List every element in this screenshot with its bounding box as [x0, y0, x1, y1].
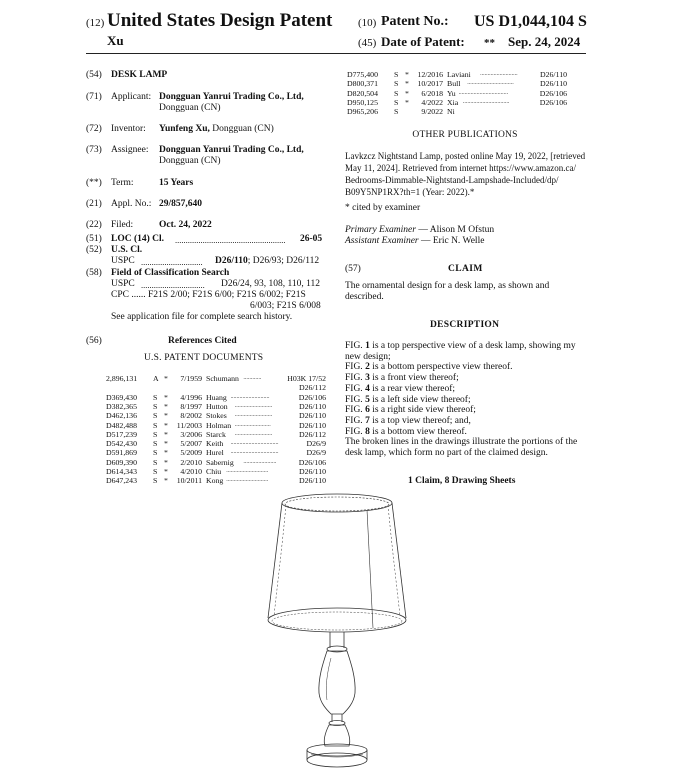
description-line — [345, 395, 590, 406]
reference-dots: ................................. — [458, 89, 509, 96]
reference-date: 4/2010 — [180, 467, 202, 476]
applicant-name: Dongguan Yanrui Trading Co., Ltd, — [159, 92, 304, 102]
desk-lamp-drawing — [255, 488, 430, 778]
reference-star: * — [164, 401, 168, 411]
reference-kind: A — [153, 374, 159, 383]
lamp-lower-body — [324, 725, 350, 746]
reference-num: 2,896,131 — [106, 374, 138, 383]
lamp-body-highlight — [326, 658, 331, 700]
header-rule — [86, 53, 586, 54]
reference-name: Huang — [206, 392, 227, 402]
assistant-examiner-label: Assistant Examiner — [345, 236, 419, 246]
description-line — [345, 427, 590, 438]
reference-dots: ............................ — [226, 477, 269, 484]
header-code-12: (12) — [86, 17, 105, 29]
primary-examiner — [345, 225, 494, 235]
reference-date: 2/2010 — [180, 457, 202, 467]
reference-date: 4/1996 — [180, 392, 202, 402]
assistant-examiner-name: — Eric N. Welle — [418, 236, 485, 246]
field-search-cpc-line1: CPC ...... F21S 2/00; F21S 6/00; F21S 6/002; F21S — [111, 290, 306, 300]
reference-kind: S — [394, 107, 399, 117]
field-code-58: (58) — [86, 268, 102, 278]
field-code-57: (57) — [345, 264, 361, 274]
fig-prefix: FIG. — [345, 383, 366, 394]
inventor-short-name: Xu — [107, 33, 124, 48]
description-title: DESCRIPTION — [430, 320, 500, 330]
reference-star: * — [164, 457, 168, 467]
loc-value: 26-05 — [300, 234, 323, 244]
us-cl-dots: ............................. — [141, 257, 203, 267]
reference-kind: S — [153, 448, 158, 458]
reference-date: 11/2003 — [176, 420, 202, 430]
reference-star: * — [164, 420, 168, 430]
reference-star: * — [164, 448, 168, 458]
field-search-label: Field of Classification Search — [111, 268, 230, 278]
reference-name: Laviani — [447, 70, 471, 79]
inventor-line — [159, 124, 274, 134]
reference-kind: S — [153, 429, 158, 439]
reference-num: D382,365 — [106, 401, 137, 411]
loc-label: LOC (14) Cl. — [111, 234, 165, 244]
reference-date: 3/2006 — [180, 429, 202, 439]
fig-number: 4 — [365, 383, 370, 394]
reference-cls: D26/106 — [539, 88, 567, 98]
date-of-patent: Sep. 24, 2024 — [508, 34, 581, 49]
reference-name: Yu — [447, 88, 456, 98]
reference-kind: S — [394, 88, 399, 98]
description-line — [345, 362, 590, 373]
reference-num: D542,430 — [106, 439, 137, 449]
us-cl-rest: ; D26/93; D26/112 — [247, 256, 320, 266]
reference-num: D775,400 — [347, 70, 378, 79]
reference-cls: D26/110 — [299, 401, 326, 411]
reference-cls-continued: D26/112 — [299, 383, 326, 393]
patent-number: US D1,044,104 S — [474, 13, 587, 30]
fig-text: is a front view thereof; — [369, 373, 459, 384]
reference-cls: D26/106 — [298, 392, 326, 402]
reference-num: D591,869 — [106, 448, 137, 458]
description-text — [345, 341, 590, 459]
claim-line: The ornamental design for a desk lamp, as shown and — [345, 281, 550, 291]
reference-name: Schumann — [206, 374, 239, 383]
reference-name: Ni — [447, 107, 455, 117]
reference-name: Kong — [206, 476, 224, 486]
other-publications-line: Lavkzcz Nightstand Lamp, posted online May 19, 2022, [retrieved — [345, 151, 586, 161]
reference-date: 5/2009 — [180, 448, 202, 458]
term-value: 15 Years — [159, 178, 194, 188]
reference-cls: D26/106 — [298, 457, 326, 467]
reference-num: D965,206 — [347, 107, 378, 117]
field-code-51: (51) — [86, 234, 102, 244]
fig-number: 5 — [365, 394, 370, 405]
reference-star: * — [164, 467, 168, 476]
assignee-name: Dongguan Yanrui Trading Co., Ltd, — [159, 145, 304, 155]
field-code-72: (72) — [86, 124, 102, 134]
reference-cls: D26/110 — [299, 467, 326, 476]
fig-number: 1 — [365, 341, 370, 351]
reference-cls: H03K 17/52 — [287, 374, 326, 383]
fig-text: is a left side view thereof; — [369, 394, 471, 405]
patent-number-label: Patent No.: — [381, 14, 449, 29]
description-line — [345, 448, 590, 459]
reference-num: D950,125 — [347, 97, 378, 107]
reference-kind: S — [153, 392, 158, 402]
reference-kind: S — [394, 97, 399, 107]
reference-cls: D26/110 — [540, 79, 567, 89]
fig-text: is a bottom perspective view thereof. — [369, 362, 513, 373]
claim-title: CLAIM — [448, 264, 483, 274]
reference-kind: S — [153, 467, 158, 476]
shade-bottom-rim — [268, 608, 406, 632]
description-line — [345, 405, 590, 416]
reference-dots: ........................ — [234, 421, 271, 428]
header-code-10: (10) — [358, 17, 377, 29]
fig-text: desk lamp, which form no part of the claimed design. — [345, 448, 548, 459]
field-search-uspc-label: USPC — [111, 279, 135, 289]
fig-text: is a top perspective view of a desk lamp, showing my — [369, 341, 576, 351]
fig-prefix: FIG. — [345, 405, 366, 416]
reference-dots: ............................... — [467, 80, 514, 87]
fig-number: 2 — [365, 362, 370, 373]
fig-prefix: FIG. — [345, 426, 366, 437]
reference-num: D647,243 — [106, 476, 137, 486]
reference-kind: S — [153, 476, 158, 486]
reference-dots: .......................... — [230, 393, 270, 400]
reference-cls: D26/112 — [299, 429, 326, 439]
reference-dots: ......................... — [234, 402, 273, 409]
reference-date: 9/2022 — [421, 107, 443, 117]
appl-no-label: Appl. No.: — [111, 199, 152, 209]
primary-examiner-label: Primary Examiner — [345, 225, 416, 235]
us-patent-documents-title: U.S. PATENT DOCUMENTS — [144, 353, 264, 363]
reference-num: D800,371 — [347, 79, 378, 89]
fig-text: is a bottom view thereof. — [369, 426, 467, 437]
fig-prefix: FIG. — [345, 373, 366, 384]
shade-seam — [367, 510, 373, 628]
reference-dots: ......................... — [234, 412, 273, 419]
reference-star: * — [405, 70, 409, 79]
fig-text: is a right side view thereof; — [369, 405, 476, 416]
reference-dots: ......................... — [234, 430, 273, 437]
reference-star: * — [164, 429, 168, 439]
fig-number: 6 — [365, 405, 370, 416]
reference-kind: S — [153, 411, 158, 421]
reference-dots: ...................... — [243, 458, 277, 465]
reference-date: 4/2022 — [421, 97, 443, 107]
reference-dots: ............................... — [462, 98, 510, 105]
reference-num: D462,136 — [106, 411, 137, 421]
reference-dots: ............ — [243, 375, 262, 381]
claims-drawing-sheets: 1 Claim, 8 Drawing Sheets — [408, 476, 516, 486]
fig-prefix: FIG. — [345, 341, 366, 351]
field-search-cpc-line2: 6/003; F21S 6/008 — [250, 301, 321, 311]
reference-num: D609,390 — [106, 457, 137, 467]
header-code-45: (45) — [358, 37, 377, 49]
reference-star: * — [405, 88, 409, 98]
inventor-label: Inventor: — [111, 124, 146, 134]
reference-cls: D26/110 — [540, 70, 567, 79]
reference-num: D820,504 — [347, 88, 378, 98]
reference-star: * — [164, 374, 168, 383]
reference-kind: S — [153, 439, 158, 449]
other-publications-title: OTHER PUBLICATIONS — [412, 130, 518, 140]
reference-star: * — [405, 97, 409, 107]
shade-top-rim-inner — [285, 497, 389, 511]
lamp-body — [319, 651, 355, 714]
reference-name: Keith — [206, 439, 224, 449]
fig-number: 8 — [365, 426, 370, 437]
field-code-22: (22) — [86, 220, 102, 230]
reference-name: Stokes — [206, 411, 227, 421]
reference-cls: D26/110 — [299, 411, 326, 421]
other-publications-text — [345, 150, 590, 198]
fig-text: new design; — [345, 351, 391, 362]
appl-no-value: 29/857,640 — [159, 199, 203, 209]
reference-kind: S — [153, 457, 158, 467]
reference-kind: S — [394, 79, 399, 89]
fig-prefix: FIG. — [345, 394, 366, 405]
reference-cls: D26/110 — [299, 476, 326, 486]
field-code-21: (21) — [86, 199, 102, 209]
reference-dots: ................................ — [230, 449, 279, 456]
shade-bottom-rim-inner — [272, 612, 402, 630]
us-cl-uspc-label: USPC — [111, 256, 135, 266]
reference-name: Hutton — [206, 401, 228, 411]
description-line — [345, 373, 590, 384]
reference-date: 7/1959 — [180, 374, 202, 383]
reference-date: 8/1997 — [180, 401, 202, 411]
field-code-56: (56) — [86, 336, 102, 346]
filed-value: Oct. 24, 2022 — [159, 220, 212, 230]
description-line — [345, 384, 590, 395]
reference-cls: D26/9 — [306, 439, 326, 449]
us-cl-main: D26/110 — [215, 256, 248, 266]
us-cl-classes — [215, 256, 319, 266]
fig-text: is a rear view thereof; — [369, 383, 456, 394]
date-stars: ** — [484, 37, 495, 49]
inventor-city: Dongguan (CN) — [212, 124, 274, 134]
reference-kind: S — [153, 401, 158, 411]
reference-date: 10/2017 — [417, 79, 443, 89]
inventor-name: Yunfeng Xu, — [159, 124, 210, 134]
field-search-uspc-dots: .............................. — [141, 280, 205, 290]
reference-date: 10/2011 — [176, 476, 202, 486]
description-line — [345, 416, 590, 427]
description-line — [345, 437, 590, 448]
other-publications-line: Bedrooms-Dimmable-Nightstand-Lampshade-Included/dp/ — [345, 175, 559, 185]
reference-star: * — [164, 439, 168, 449]
reference-name: Hurel — [206, 448, 224, 458]
reference-date: 12/2016 — [417, 70, 443, 79]
reference-name: Sabernig — [206, 457, 234, 467]
reference-cls: D26/9 — [306, 448, 326, 458]
lamp-neck — [330, 632, 344, 648]
reference-dots: ................................ — [230, 440, 279, 447]
reference-dots: ............................ — [226, 468, 269, 474]
fig-text: The broken lines in the drawings illustrate the portions of the — [345, 437, 578, 448]
field-search-uspc-value: D26/24, 93, 108, 110, 112 — [221, 279, 321, 289]
field-code-term: (**) — [86, 178, 102, 188]
field-code-73: (73) — [86, 145, 102, 155]
assistant-examiner — [345, 236, 484, 246]
reference-star: * — [164, 476, 168, 486]
claim-line: described. — [345, 292, 384, 302]
reference-num: D482,488 — [106, 420, 137, 430]
reference-kind: S — [153, 420, 158, 430]
term-label: Term: — [111, 178, 134, 188]
reference-date: 5/2007 — [180, 439, 202, 449]
reference-num: D369,430 — [106, 392, 137, 402]
field-code-52: (52) — [86, 245, 102, 255]
shade-right-side — [392, 503, 406, 618]
reference-cls: D26/106 — [539, 97, 567, 107]
reference-star: * — [164, 411, 168, 421]
other-publications-line: B09Y5NP1RX?th=1 (Year: 2022).* — [345, 187, 475, 197]
fig-prefix: FIG. — [345, 362, 366, 373]
fig-number: 7 — [365, 415, 370, 426]
reference-kind: S — [394, 70, 399, 79]
us-cl-label: U.S. Cl. — [111, 245, 143, 255]
reference-name: Holman — [206, 420, 232, 430]
fig-number: 3 — [365, 373, 370, 384]
shade-top-rim — [282, 494, 392, 512]
other-publications-line: May 11, 2024]. Retrieved from internet https://www.amazon.ca/ — [345, 163, 577, 173]
reference-name: Chiu — [206, 467, 222, 476]
applicant-label: Applicant: — [111, 92, 152, 102]
fig-text: is a top view thereof; and, — [369, 415, 471, 426]
reference-date: 6/2018 — [421, 88, 443, 98]
reference-cls: D26/110 — [299, 420, 326, 430]
assignee-city: Dongguan (CN) — [159, 156, 221, 166]
shade-left-side — [268, 503, 282, 618]
reference-star: * — [164, 392, 168, 402]
cited-by-examiner: * cited by examiner — [345, 203, 421, 213]
invention-title: DESK LAMP — [111, 70, 168, 80]
description-line — [345, 352, 590, 363]
description-line — [345, 341, 590, 352]
field-search-note: See application file for complete search history. — [111, 312, 293, 322]
assignee-label: Assignee: — [111, 145, 149, 155]
reference-num: D614,343 — [106, 467, 137, 476]
reference-name: Xia — [447, 97, 459, 107]
date-of-patent-label: Date of Patent: — [381, 34, 465, 49]
claim-text — [345, 281, 585, 303]
reference-star: * — [405, 79, 409, 89]
loc-dots: .................................................... — [175, 235, 286, 245]
fig-prefix: FIG. — [345, 415, 366, 426]
reference-name: Starck — [206, 429, 226, 439]
field-code-71: (71) — [86, 92, 102, 102]
reference-name: Bull — [447, 79, 461, 89]
field-code-54: (54) — [86, 70, 102, 80]
filed-label: Filed: — [111, 220, 134, 230]
applicant-city: Dongguan (CN) — [159, 103, 221, 113]
reference-dots: ......................... — [480, 71, 518, 77]
reference-date: 8/2002 — [180, 411, 202, 421]
document-title: United States Design Patent — [107, 10, 333, 31]
reference-num: D517,239 — [106, 429, 137, 439]
references-title: References Cited — [168, 336, 237, 346]
primary-examiner-name: — Alison M Ofstun — [415, 225, 495, 235]
